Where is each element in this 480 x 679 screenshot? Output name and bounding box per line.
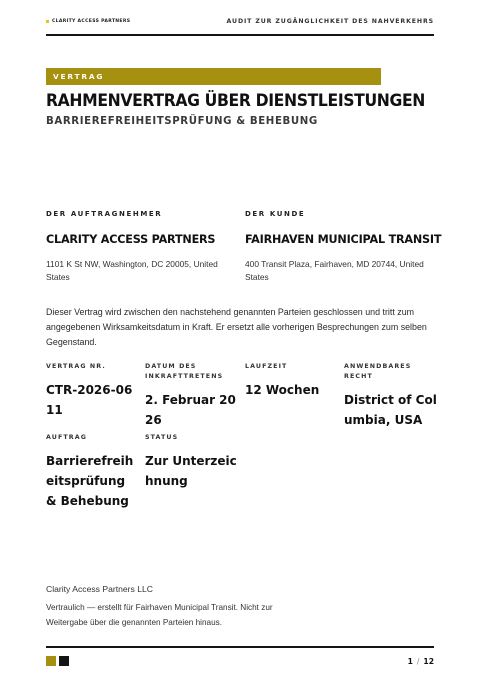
detail-value: CTR-2026-0611 (46, 383, 133, 417)
detail-label: STATUS (145, 434, 179, 441)
page-total: 12 (423, 657, 434, 666)
detail-value: Zur Unterzeichnung (145, 454, 237, 488)
detail-contract-number (46, 362, 138, 420)
detail-label: ANWENDBARES RECHT (344, 363, 412, 380)
detail-scope (46, 433, 138, 511)
detail-governing-law (344, 362, 438, 430)
header-divider (46, 34, 434, 36)
detail-label: LAUFZEIT (245, 363, 288, 370)
brand-name: CLARITY ACCESS PARTNERS (52, 19, 131, 24)
section-label: VERTRAG (53, 72, 105, 81)
page-number (408, 657, 434, 666)
footer-company: Clarity Access Partners LLC (46, 584, 153, 594)
detail-term (245, 362, 337, 400)
detail-label: DATUM DES INKRAFTTRETENS (145, 363, 224, 380)
client-name: FAIRHAVEN MUNICIPAL TRANSIT (245, 233, 442, 246)
page-separator: / (416, 657, 420, 666)
detail-value: 2. Februar 2026 (145, 393, 236, 427)
section-band (46, 68, 381, 85)
contractor-name: CLARITY ACCESS PARTNERS (46, 233, 216, 246)
detail-label: VERTRAG NR. (46, 363, 106, 370)
dark-square-icon (59, 656, 69, 666)
contractor-address: 1101 K St NW, Washington, DC 20005, United States (46, 259, 218, 282)
footer-divider (46, 646, 434, 648)
detail-effective-date (145, 362, 237, 430)
client-label: DER KUNDE (245, 210, 306, 218)
page-current: 1 (407, 657, 413, 666)
footer-confidential-note: Vertraulich — erstellt für Fairhaven Municipal Transit. Nicht zur Weitergabe über die genannten Parteien hinaus. (46, 603, 273, 627)
brand-dot-icon (46, 20, 49, 23)
accent-square-icon (46, 656, 56, 666)
contractor-label: DER AUFTRAGNEHMER (46, 210, 163, 218)
detail-value: 12 Wochen (245, 383, 320, 397)
intro-paragraph: Dieser Vertrag wird zwischen den nachstehend genannten Parteien geschlossen und tritt zum angegebenen Wirksamkeitsdatum in Kraft. Er ersetzt alle vorherigen Besprechungen zum selben Gegenstand. (46, 307, 427, 347)
detail-status (145, 433, 237, 491)
detail-label: AUFTRAG (46, 434, 87, 441)
client-address: 400 Transit Plaza, Fairhaven, MD 20744, United States (245, 259, 424, 282)
detail-value: District of Columbia, USA (344, 393, 437, 427)
document-name: AUDIT ZUR ZUGÄNGLICHKEIT DES NAHVERKEHRS (226, 18, 434, 25)
client-block (245, 210, 442, 284)
page-header (46, 14, 434, 34)
contractor-block (46, 210, 236, 284)
page-title: RAHMENVERTRAG ÜBER DIENSTLEISTUNGEN (46, 91, 426, 111)
page-subtitle: BARRIEREFREIHEITSPRÜFUNG & BEHEBUNG (46, 116, 318, 127)
detail-value: Barrierefreiheitsprüfung & Behebung (46, 454, 134, 508)
brand-logo (46, 19, 130, 24)
